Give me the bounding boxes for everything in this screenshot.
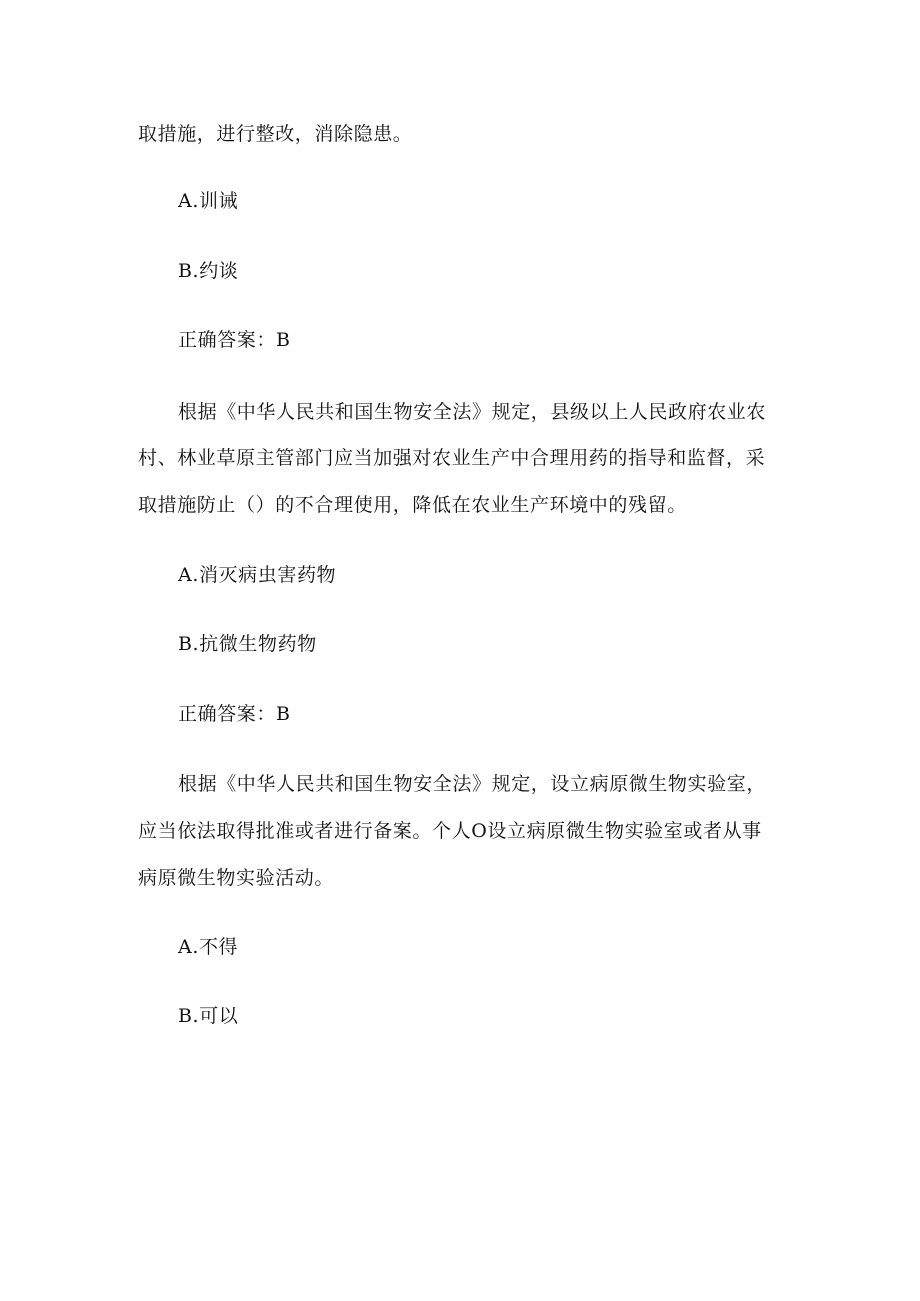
q3-option-a: A.不得 xyxy=(178,936,239,958)
q2-stem-line-2: 村、林业草原主管部门应当加强对农业生产中合理用药的指导和监督，采 xyxy=(138,447,766,469)
q2-option-a: A.消灭病虫害药物 xyxy=(178,564,337,586)
q3-stem-line-1: 根据《中华人民共和国生物安全法》规定，设立病原微生物实验室， xyxy=(178,773,767,795)
q2-option-b: B.抗微生物药物 xyxy=(178,633,317,655)
q2-stem-line-1: 根据《中华人民共和国生物安全法》规定，县级以上人民政府农业农 xyxy=(178,401,767,423)
q1-option-b: B.约谈 xyxy=(178,260,239,282)
q3-option-b: B.可以 xyxy=(178,1005,239,1027)
q1-option-a: A.训诫 xyxy=(178,190,239,212)
q2-stem-line-3: 取措施防止（）的不合理使用，降低在农业生产环境中的残留。 xyxy=(138,494,687,516)
continuation-text: 取措施，进行整改，消除隐患。 xyxy=(138,123,413,145)
q3-stem-line-3: 病原微生物实验活动。 xyxy=(138,867,335,889)
q1-answer: 正确答案：B xyxy=(178,329,291,351)
q3-stem-line-2: 应当依法取得批准或者进行备案。个人O设立病原微生物实验室或者从事 xyxy=(138,820,762,842)
q2-answer: 正确答案：B xyxy=(178,703,291,725)
